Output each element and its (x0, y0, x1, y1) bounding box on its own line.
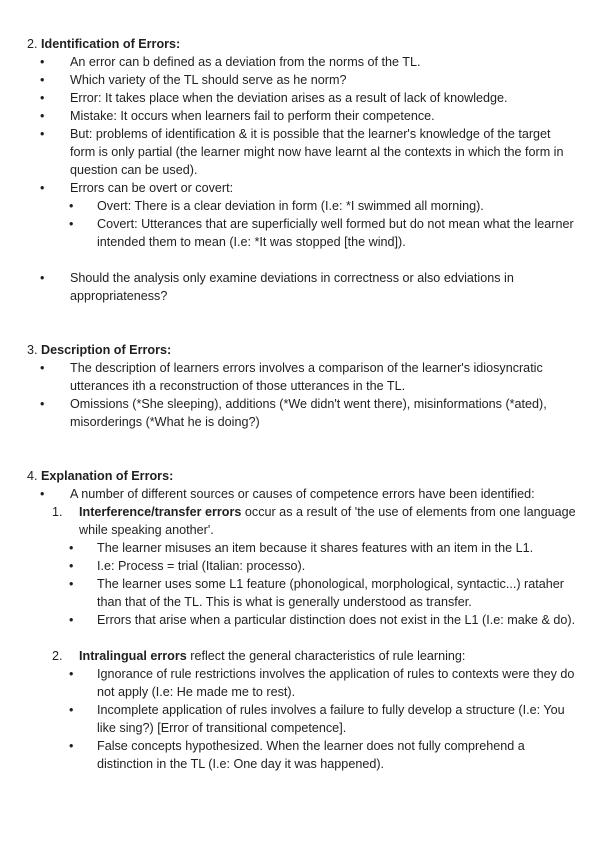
sub-list-item: • The learner misuses an item because it shares features with an item in the L1. (69, 541, 534, 555)
bullet-icon: • (40, 487, 45, 501)
bullet-icon: • (69, 577, 74, 591)
section-heading (27, 341, 577, 359)
sub-list-item: • Overt: There is a clear deviation in form (I.e: *I swimmed all morning). (69, 199, 484, 213)
bullet-icon: • (40, 55, 45, 69)
list-item: • An error can b defined as a deviation from the norms of the TL. (40, 55, 421, 69)
bullet-icon: • (69, 541, 74, 555)
list-item: • The description of learners errors involves a comparison of the learner's idiosyncratic utterances ith a reconstruction of those utterances in the TL. (40, 361, 543, 393)
sub-list-item: • Incomplete application of rules involves a failure to fully develop a structure (I.e: You like sing?) [Error of transitional competence]. (69, 703, 565, 735)
section-heading (27, 35, 577, 53)
list-item: • Error: It takes place when the deviation arises as a result of lack of knowledge. (40, 91, 508, 105)
numbered-item: 2. Intralingual errors reflect the general characteristics of rule learning: (52, 649, 466, 663)
bullet-icon: • (40, 73, 45, 87)
term-bold: Interference/transfer errors (79, 505, 242, 519)
bullet-icon: • (40, 91, 45, 105)
list-item: • Mistake: It occurs when learners fail to perform their competence. (40, 109, 435, 123)
list-item: • Should the analysis only examine deviations in correctness or also edviations in appropriateness? (40, 271, 514, 303)
section-number: 3. (27, 343, 38, 357)
section-title: Identification of Errors: (41, 37, 181, 51)
section-description (27, 341, 577, 431)
list-item: • But: problems of identification & it is possible that the learner's knowledge of the target form is only partial (the learner might now have learnt al the contexts in which the form in question can be used). (40, 127, 564, 177)
bullet-icon: • (69, 667, 74, 681)
sub-list-item: • False concepts hypothesized. When the learner does not fully comprehend a distinction in the TL (I.e: One day it was happened). (69, 739, 525, 771)
section-number: 4. (27, 469, 38, 483)
sub-list-item: • The learner uses some L1 feature (phonological, morphological, syntactic...) rataher than that of the TL. This is what is generally understood as transfer. (69, 577, 564, 609)
bullet-icon: • (40, 271, 45, 285)
item-number: 1. (52, 505, 63, 519)
sub-list-item: • I.e: Process = trial (Italian: processo). (69, 559, 306, 573)
bullet-icon: • (69, 217, 74, 231)
bullet-icon: • (40, 361, 45, 375)
term-bold: Intralingual errors (79, 649, 187, 663)
bullet-icon: • (40, 127, 45, 141)
bullet-icon: • (69, 739, 74, 753)
sub-list-item: • Ignorance of rule restrictions involves the application of rules to contexts were they do not apply (I.e: He made me to rest). (69, 667, 575, 699)
item-number: 2. (52, 649, 63, 663)
bullet-icon: • (40, 181, 45, 195)
bullet-icon: • (40, 109, 45, 123)
list-item: • Errors can be overt or covert: (40, 181, 234, 195)
section-explanation (27, 467, 577, 773)
bullet-icon: • (40, 397, 45, 411)
sub-list-item: • Covert: Utterances that are superficially well formed but do not mean what the learner intended them to mean (I.e: *It was stopped [the wind]). (69, 217, 574, 249)
section-heading (27, 467, 577, 485)
bullet-icon: • (69, 703, 74, 717)
numbered-item: 1. Interference/transfer errors occur as a result of 'the use of elements from one language while speaking another'. (52, 505, 576, 537)
bullet-icon: • (69, 613, 74, 627)
bullet-icon: • (69, 199, 74, 213)
list-item: • Which variety of the TL should serve as he norm? (40, 73, 347, 87)
bullet-icon: • (69, 559, 74, 573)
section-identification (27, 35, 577, 305)
section-title: Explanation of Errors: (41, 469, 174, 483)
list-item: • Omissions (*She sleeping), additions (*We didn't went there), misinformations (*ated), misorderings (*What he is doing?) (40, 397, 547, 429)
sub-list-item: • Errors that arise when a particular distinction does not exist in the L1 (I.e: make & do). (69, 613, 576, 627)
section-number: 2. (27, 37, 38, 51)
section-title: Description of Errors: (41, 343, 172, 357)
list-item: • A number of different sources or causes of competence errors have been identified: (40, 487, 535, 501)
